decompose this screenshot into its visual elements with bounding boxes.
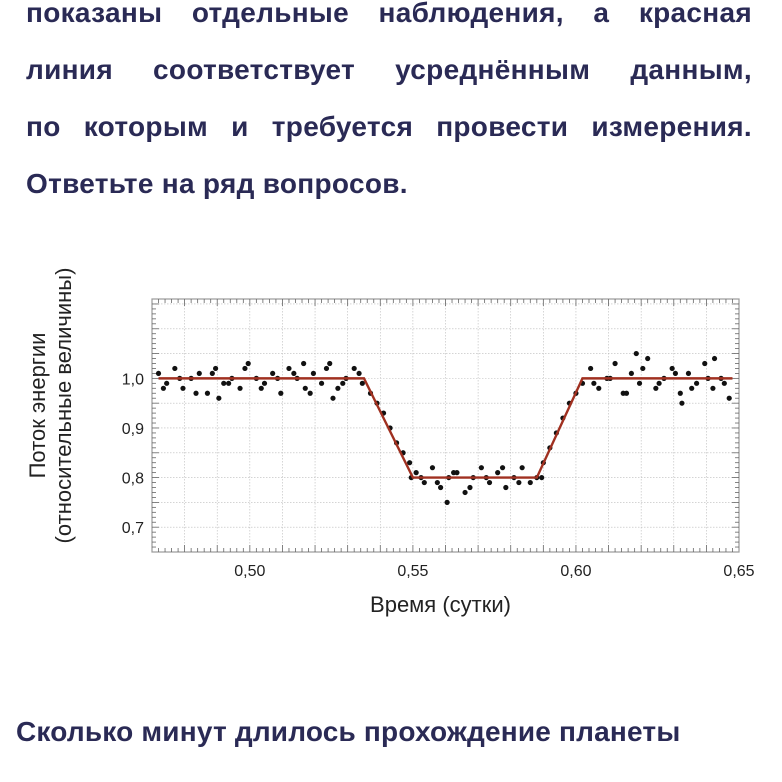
data-point — [645, 356, 650, 361]
intro-text — [26, 0, 752, 212]
data-point — [591, 381, 596, 386]
intro-line-1: показаны отдельные наблюдения, а красная — [26, 0, 752, 28]
data-point — [278, 391, 283, 396]
y-tick-label: 0,7 — [121, 520, 144, 538]
data-point — [352, 366, 357, 371]
data-point — [722, 381, 727, 386]
data-point — [670, 366, 675, 371]
data-point — [205, 391, 210, 396]
data-point — [624, 391, 629, 396]
data-point — [303, 386, 308, 391]
data-point — [435, 480, 440, 485]
data-point — [503, 485, 508, 490]
data-point — [702, 361, 707, 366]
data-point — [311, 371, 316, 376]
y-tick-label: 0,8 — [121, 470, 144, 488]
data-point — [487, 480, 492, 485]
y-tick-label: 0,9 — [121, 420, 144, 438]
data-point — [237, 386, 242, 391]
data-point — [407, 460, 412, 465]
data-point — [612, 361, 617, 366]
data-point — [286, 366, 291, 371]
intro-line-2: линия соответствует усреднённым данным, — [26, 54, 752, 85]
data-point — [467, 485, 472, 490]
data-point — [360, 381, 365, 386]
data-point — [528, 480, 533, 485]
data-point — [640, 366, 645, 371]
data-point — [637, 381, 642, 386]
data-point — [246, 361, 251, 366]
data-point — [686, 371, 691, 376]
data-point — [242, 366, 247, 371]
data-point — [164, 381, 169, 386]
data-point — [657, 381, 662, 386]
y-axis-label-line-2: (относительные величины) — [51, 267, 76, 544]
data-point — [301, 361, 306, 366]
y-axis-label-line-1: Поток энергии — [25, 332, 50, 479]
data-point — [172, 366, 177, 371]
data-point — [495, 470, 500, 475]
data-point — [451, 470, 456, 475]
data-point — [308, 391, 313, 396]
data-point — [216, 396, 221, 401]
data-point — [462, 490, 467, 495]
data-point — [291, 371, 296, 376]
grid-lines — [152, 299, 739, 552]
data-point — [340, 381, 345, 386]
light-curve-chart — [0, 220, 782, 640]
data-point — [161, 386, 166, 391]
data-point — [210, 371, 215, 376]
data-point — [356, 371, 361, 376]
data-point — [259, 386, 264, 391]
y-axis-label — [25, 268, 76, 544]
y-tick-labels — [122, 371, 144, 537]
data-point — [479, 465, 484, 470]
data-point — [335, 386, 340, 391]
data-point — [180, 386, 185, 391]
x-tick-label: 0,55 — [397, 563, 429, 580]
data-point — [414, 470, 419, 475]
data-point — [634, 351, 639, 356]
data-point — [727, 396, 732, 401]
data-point — [539, 475, 544, 480]
data-point — [678, 391, 683, 396]
intro-line-4: Ответьте на ряд вопросов. — [26, 168, 408, 199]
data-point — [596, 386, 601, 391]
question-text: Сколько минут длилось прохождение планеты — [16, 716, 681, 747]
data-point — [430, 465, 435, 470]
data-point — [156, 371, 161, 376]
data-point — [270, 371, 275, 376]
data-point — [588, 366, 593, 371]
data-point — [712, 356, 717, 361]
x-tick-label: 0,50 — [234, 563, 266, 580]
data-point — [193, 391, 198, 396]
x-axis-label: Время (сутки) — [370, 592, 511, 617]
data-point — [673, 371, 678, 376]
data-point — [330, 396, 335, 401]
data-point — [710, 386, 715, 391]
data-point — [262, 381, 267, 386]
x-tick-label: 0,65 — [723, 563, 755, 580]
data-point — [327, 361, 332, 366]
y-tick-label: 1,0 — [121, 371, 144, 389]
data-point — [520, 465, 525, 470]
x-tick-label: 0,60 — [560, 563, 592, 580]
data-point — [694, 381, 699, 386]
data-point — [319, 381, 324, 386]
data-point — [422, 480, 427, 485]
data-point — [438, 485, 443, 490]
data-point — [445, 500, 450, 505]
data-point — [629, 371, 634, 376]
intro-line-3: по которым и требуется провести измерения. — [26, 111, 752, 142]
data-point — [226, 381, 231, 386]
data-point — [653, 386, 658, 391]
data-point — [221, 381, 226, 386]
data-point — [213, 366, 218, 371]
data-point — [689, 386, 694, 391]
data-point — [679, 401, 684, 406]
data-point — [500, 465, 505, 470]
data-point — [324, 366, 329, 371]
x-tick-labels — [234, 563, 754, 580]
data-point — [197, 371, 202, 376]
data-point — [516, 480, 521, 485]
